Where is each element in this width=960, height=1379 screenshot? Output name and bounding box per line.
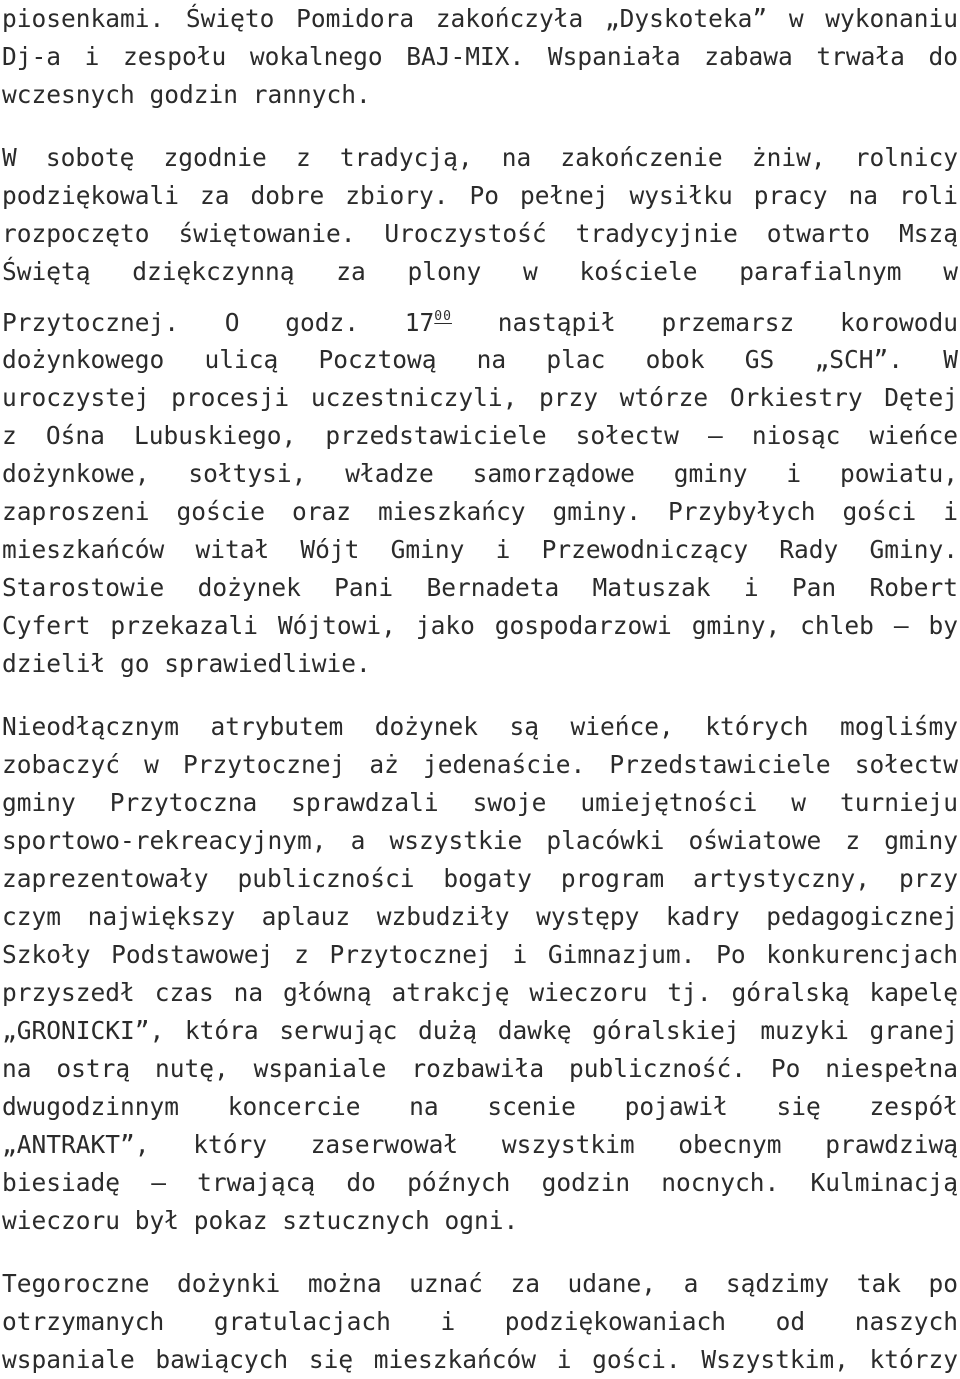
text-line: otrzymanych gratulacjach i podziękowaniach od naszych — [2, 1307, 958, 1336]
paragraph-gap — [2, 683, 960, 708]
paragraph-3 — [2, 708, 960, 1240]
text-line: dożynkowe, sołtysi, władze samorządowe gminy i powiatu, — [2, 459, 958, 488]
text-line: zaprezentowały publiczności bogaty program artystyczny, przy — [2, 864, 958, 893]
text-line: wczesnych godzin rannych. — [2, 80, 371, 109]
paragraph-gap — [2, 1240, 960, 1265]
text-line: W sobotę zgodnie z tradycją, na zakończenie żniw, rolnicy — [2, 143, 958, 172]
text-line: z Ośna Lubuskiego, przedstawiciele sołectw – niosąc wieńce — [2, 421, 958, 450]
text-line: uroczystej procesji uczestniczyli, przy wtórze Orkiestry Dętej — [2, 383, 958, 412]
paragraph-1 — [2, 0, 960, 114]
text-line: gminy Przytoczna sprawdzali swoje umiejętności w turnieju — [2, 788, 958, 817]
time-line-after: nastąpił przemarsz korowodu — [451, 308, 958, 337]
time-line-before: Przytocznej. O godz. 17 — [2, 308, 435, 337]
text-line: Starostowie dożynek Pani Bernadeta Matuszak i Pan Robert — [2, 573, 958, 602]
paragraph-2 — [2, 139, 960, 683]
text-line: zaproszeni goście oraz mieszkańcy gminy. Przybyłych gości i — [2, 497, 958, 526]
time-superscript: 00 — [434, 308, 452, 324]
text-line: na ostrą nutę, wspaniale rozbawiła publiczność. Po niespełna — [2, 1054, 958, 1083]
text-line: biesiadę – trwającą do późnych godzin nocnych. Kulminacją — [2, 1168, 958, 1197]
text-line: „GRONICKI”, która serwując dużą dawkę góralskiej muzyki granej — [2, 1016, 958, 1045]
text-line: Szkoły Podstawowej z Przytocznej i Gimnazjum. Po konkurencjach — [2, 940, 958, 969]
paragraph-4 — [2, 1265, 960, 1379]
text-line: rozpoczęto świętowanie. Uroczystość tradycyjnie otwarto Mszą — [2, 219, 958, 248]
text-line: dwugodzinnym koncercie na scenie pojawił się zespół — [2, 1092, 958, 1121]
time-line — [2, 291, 958, 341]
paragraph-gap — [2, 114, 960, 139]
text-line: „ANTRAKT”, który zaserwował wszystkim obecnym prawdziwą — [2, 1130, 958, 1159]
text-line: wspaniale bawiących się mieszkańców i gości. Wszystkim, którzy — [2, 1345, 958, 1374]
text-line: czym największy aplauz wzbudziły występy kadry pedagogicznej — [2, 902, 958, 931]
text-line: dzielił go sprawiedliwie. — [2, 649, 371, 678]
text-line: Cyfert przekazali Wójtowi, jako gospodarzowi gminy, chleb – by — [2, 611, 958, 640]
text-line: zobaczyć w Przytocznej aż jedenaście. Przedstawiciele sołectw — [2, 750, 958, 779]
text-line: sportowo-rekreacyjnym, a wszystkie placówki oświatowe z gminy — [2, 826, 958, 855]
text-line: Nieodłącznym atrybutem dożynek są wieńce, których mogliśmy — [2, 712, 958, 741]
text-line: piosenkami. Święto Pomidora zakończyła „Dyskoteka” w wykonaniu — [2, 4, 958, 33]
text-line: podziękowali za dobre zbiory. Po pełnej wysiłku pracy na roli — [2, 181, 958, 210]
text-line: przyszedł czas na główną atrakcję wieczoru tj. góralską kapelę — [2, 978, 958, 1007]
text-line: mieszkańców witał Wójt Gminy i Przewodniczący Rady Gminy. — [2, 535, 958, 564]
text-line: Dj-a i zespołu wokalnego BAJ-MIX. Wspaniała zabawa trwała do — [2, 42, 958, 71]
text-line: wieczoru był pokaz sztucznych ogni. — [2, 1206, 519, 1235]
text-line: Tegoroczne dożynki można uznać za udane, a sądzimy tak po — [2, 1269, 958, 1298]
text-line: dożynkowego ulicą Pocztową na plac obok GS „SCH”. W — [2, 345, 958, 374]
text-line: Świętą dziękczynną za plony w kościele parafialnym w — [2, 257, 958, 286]
